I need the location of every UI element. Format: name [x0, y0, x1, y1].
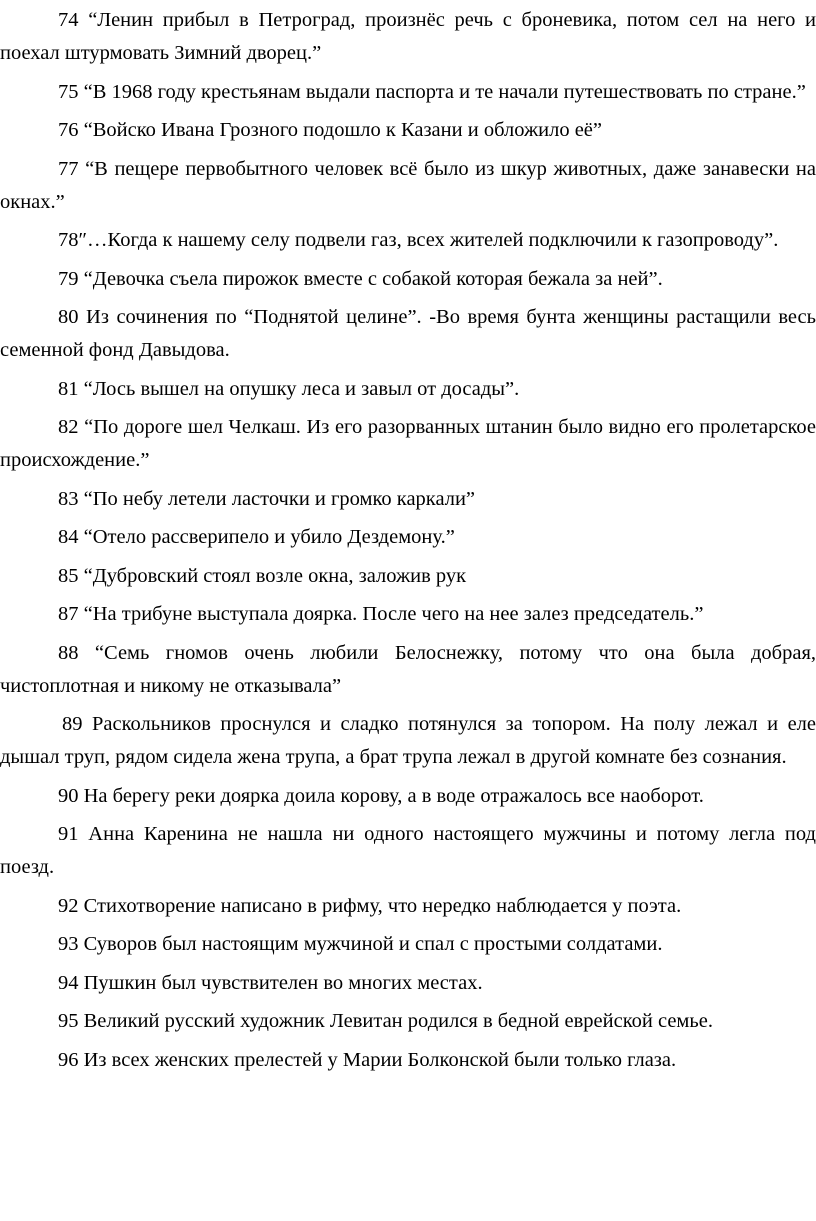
paragraph-88: 88 “Семь гномов очень любили Белоснежку, потому что она была добрая, чистоплотная и никому не отказывала” [0, 641, 816, 697]
paragraph-75: 75 “В 1968 году крестьянам выдали паспорта и те начали путешествовать по стране.” [58, 80, 806, 103]
paragraph-76: 76 “Войско Ивана Грозного подошло к Казани и обложило её” [58, 119, 602, 141]
paragraph-92: 92 Стихотворение написано в рифму, что нередко наблюдается у поэта. [58, 894, 682, 917]
paragraph-77: 77 “В пещере первобытного человек всё было из шкур животных, даже занавески на окнах.” [0, 157, 816, 213]
paragraph-82: 82 “По дороге шел Челкаш. Из его разорванных штанин было видно его пролетарское происхождение.” [0, 416, 816, 471]
paragraph-89: 89 Раскольников проснулся и сладко потянулся за топором. На полу лежал и еле дышал труп, рядом сидела жена трупа, а брат трупа лежал в другой комнате без сознания. [0, 713, 816, 768]
paragraph-83: 83 “По небу летели ласточки и громко каркали” [58, 487, 476, 510]
paragraph-81: 81 “Лось вышел на опушку леса и завыл от досады”. [58, 377, 520, 400]
paragraph-87: 87 “На трибуне выступала доярка. После чего на нее залез председатель.” [58, 603, 704, 625]
paragraph-79: 79 “Девочка съела пирожок вместе с собакой которая бежала за ней”. [58, 267, 663, 290]
paragraph-80: 80 Из сочинения по “Поднятой целине”. -Во время бунта женщины растащили весь семенной фонд Давыдова. [0, 306, 816, 361]
paragraph-78: 78″…Когда к нашему селу подвели газ, всех жителей подключили к газопроводу”. [58, 229, 779, 251]
paragraph-93: 93 Суворов был настоящим мужчиной и спал с простыми солдатами. [58, 933, 663, 955]
paragraph-96: 96 Из всех женских прелестей у Марии Болконской были только глаза. [58, 1048, 677, 1071]
paragraph-91: 91 Анна Каренина не нашла ни одного настоящего мужчины и потому легла под поезд. [0, 823, 816, 878]
paragraph-74: 74 “Ленин прибыл в Петроград, произнёс речь с броневика, потом сел на него и поехал штурмовать Зимний дворец.” [0, 9, 816, 64]
paragraph-85: 85 “Дубровский стоял возле окна, заложив рук [58, 564, 467, 587]
document-page [0, 4, 816, 1077]
paragraph-90: 90 На берегу реки доярка доила корову, а в воде отражалось все наоборот. [58, 784, 704, 807]
paragraph-95: 95 Великий русский художник Левитан родился в бедной еврейской семье. [58, 1010, 713, 1032]
paragraph-94: 94 Пушкин был чувствителен во многих местах. [58, 971, 483, 994]
paragraph-84: 84 “Отело рассверипело и убило Дездемону.” [58, 526, 455, 548]
